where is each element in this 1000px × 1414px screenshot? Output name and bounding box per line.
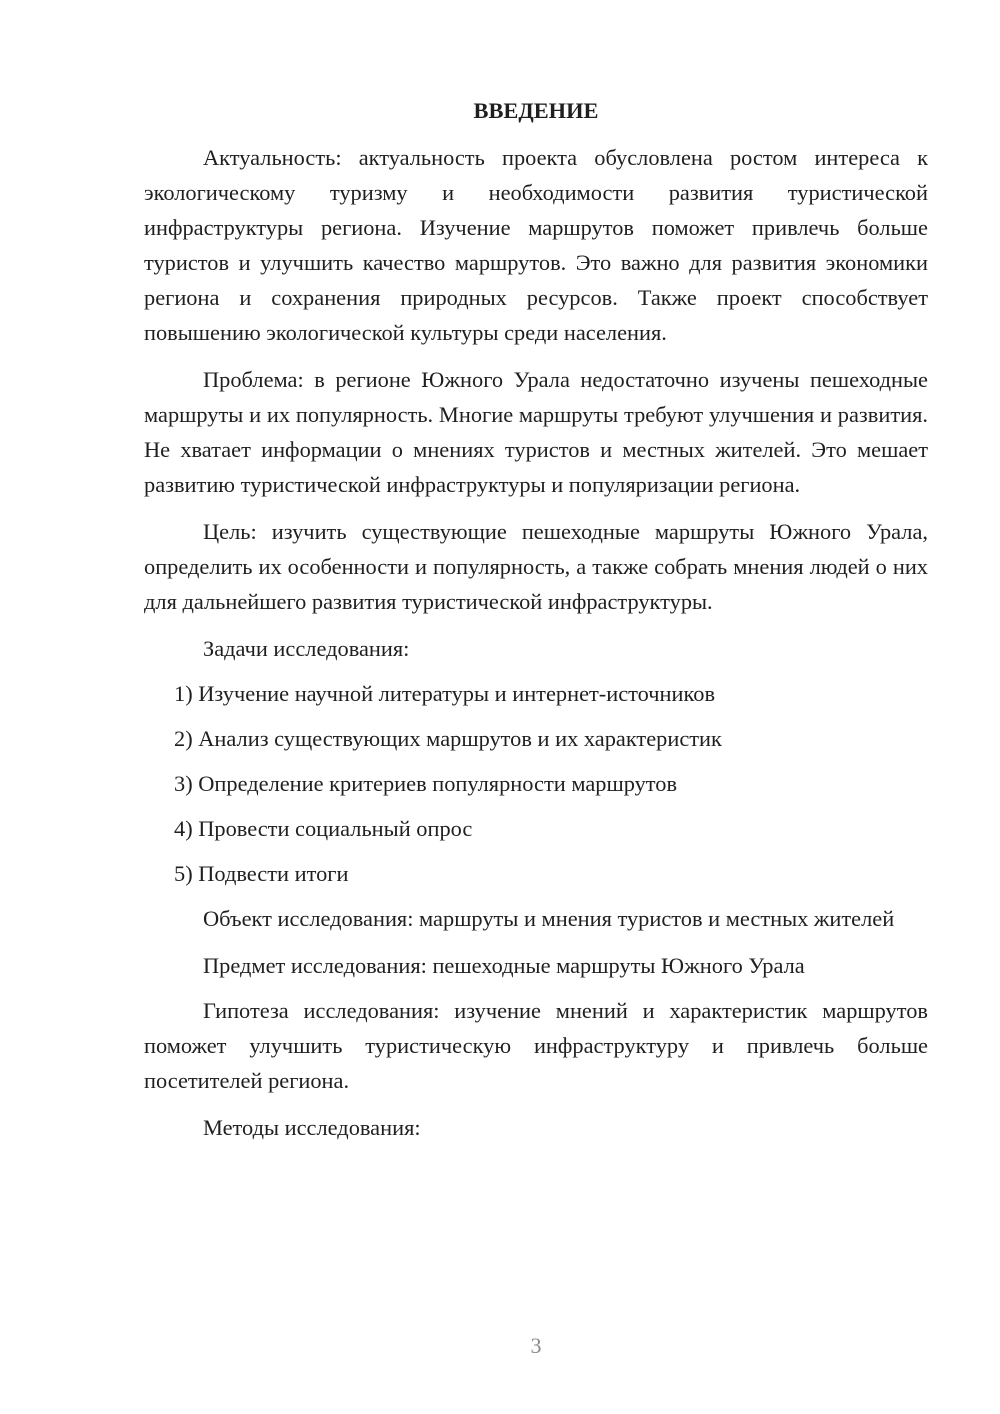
methods-heading: Методы исследования: [203,1115,421,1140]
object-paragraph: Объект исследования: маршруты и мнения туристов и местных жителей [203,906,895,931]
task-item-2: 2) Анализ существующих маршрутов и их характеристик [174,726,722,751]
page-content [144,93,928,1155]
relevance-paragraph: Актуальность: актуальность проекта обусловлена ростом интереса к экологическому туризму и необходимости развития туристической инфраструктуры региона. Изучение маршрутов поможет привлечь больше туристов и улучшить качество маршрутов. Это важно для развития экономики региона и сохранения природных ресурсов. Также проект способствует повышению экологической культуры среди населения. [144,145,928,345]
task-item-5: 5) Подвести итоги [174,861,349,886]
hypothesis-paragraph: Гипотеза исследования: изучение мнений и характеристик маршрутов поможет улучшить туристическую инфраструктуру и привлечь больше посетителей региона. [144,998,928,1093]
task-item-4: 4) Провести социальный опрос [174,816,473,841]
page-number: 3 [530,1333,542,1358]
goal-paragraph: Цель: изучить существующие пешеходные маршруты Южного Урала, определить их особенности и популярность, а также собрать мнения людей о них для дальнейшего развития туристической инфраструктуры. [144,519,928,614]
section-title: ВВЕДЕНИЕ [473,98,599,123]
tasks-heading: Задачи исследования: [203,636,410,661]
tasks-list [144,676,928,891]
subject-paragraph: Предмет исследования: пешеходные маршруты Южного Урала [203,953,805,978]
task-item-3: 3) Определение критериев популярности маршрутов [174,771,678,796]
task-item-1: 1) Изучение научной литературы и интернет-источников [174,681,716,706]
problem-paragraph: Проблема: в регионе Южного Урала недостаточно изучены пешеходные маршруты и их популярность. Многие маршруты требуют улучшения и развития. Не хватает информации о мнениях туристов и местных жителей. Это мешает развитию туристической инфраструктуры и популяризации региона. [144,367,928,497]
